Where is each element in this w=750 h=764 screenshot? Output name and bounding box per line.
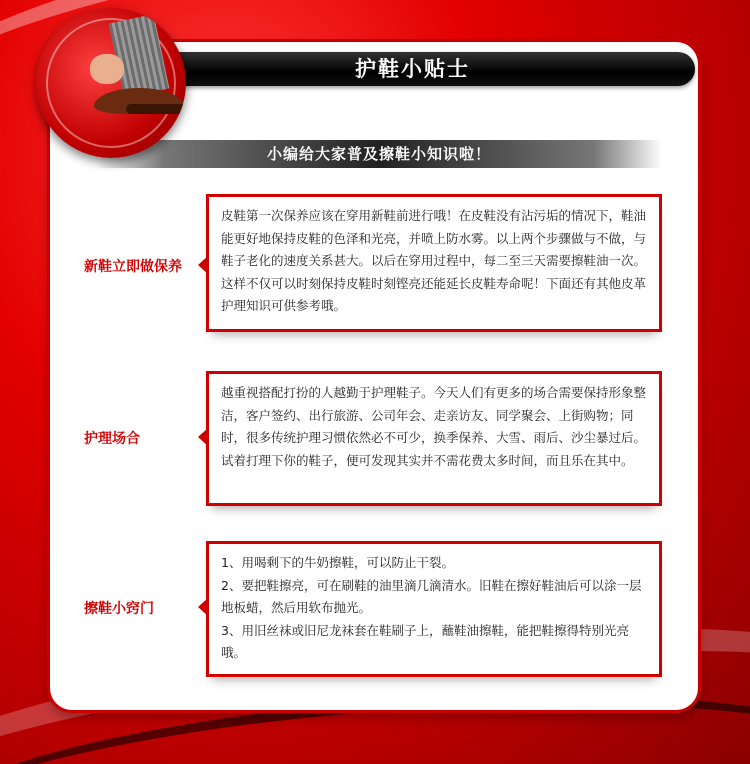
tip-item: 1、用喝剩下的牛奶擦鞋，可以防止干裂。 bbox=[221, 555, 454, 570]
section-label-care-occasions: 护理场合 bbox=[84, 431, 140, 447]
subtitle: 小编给大家普及擦鞋小知识啦！ bbox=[266, 145, 491, 163]
page-title: 护鞋小贴士 bbox=[355, 57, 470, 81]
section-box-shoe-tips bbox=[206, 541, 662, 677]
shoe-photo-badge bbox=[36, 8, 186, 158]
subtitle-bar bbox=[96, 140, 662, 168]
section-box-care-occasions bbox=[206, 371, 662, 506]
shoe-sole-icon bbox=[126, 104, 186, 114]
section-text: 越重视搭配打扮的人越勤于护理鞋子。今天人们有更多的场合需要保持形象整洁，客户签约、出行旅游、公司年会、走亲访友、同学聚会、上街购物；同时，很多传统护理习惯依然必不可少，换季保养、大雪、雨后、沙尘暴过后。试着打理下你的鞋子，便可发现其实并不需花费太多时间，而且乐在其中。 bbox=[221, 385, 647, 468]
tip-item: 2、要把鞋擦亮，可在刷鞋的油里滴几滴清水。旧鞋在擦好鞋油后可以涂一层地板蜡，然后用软布抛光。 bbox=[221, 577, 642, 616]
section-text: 皮鞋第一次保养应该在穿用新鞋前进行哦！在皮鞋没有沾污垢的情况下，鞋油能更好地保持皮鞋的色泽和光亮，并喷上防水雾。以上两个步骤做与不做，与鞋子老化的速度关系甚大。以后在穿用过程中，每二至三天需要擦鞋油一次。这样不仅可以时刻保持皮鞋时刻铿亮还能延长皮鞋寿命呢！下面还有其他皮革护理知识可供参考哦。 bbox=[221, 208, 647, 314]
section-box-new-shoe-care bbox=[206, 194, 662, 332]
section-label-new-shoe-care: 新鞋立即做保养 bbox=[84, 259, 182, 275]
tip-item: 3、用旧丝袜或旧尼龙袜套在鞋刷子上，蘸鞋油擦鞋，能把鞋擦得特别光亮哦。 bbox=[221, 622, 629, 661]
section-label-shoe-tips: 擦鞋小窍门 bbox=[84, 601, 154, 617]
hand-illustration bbox=[90, 54, 124, 84]
title-bar bbox=[150, 52, 695, 86]
